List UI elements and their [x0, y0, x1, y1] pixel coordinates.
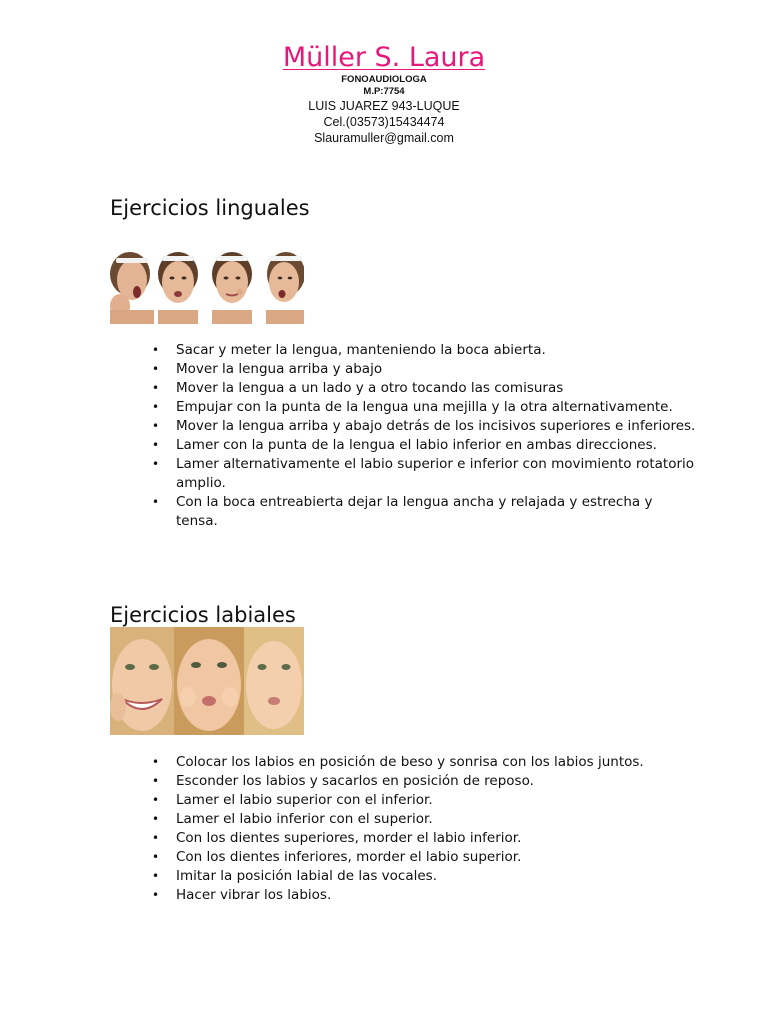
license-number: M.P:7754 — [363, 86, 405, 97]
section-title-labiales: Ejercicios labiales — [110, 603, 296, 627]
labial-exercises-list — [150, 753, 696, 905]
list-item: • Con los dientes superiores, morder el labio inferior. — [176, 829, 696, 848]
list-item: • Sacar y meter la lengua, manteniendo la boca abierta. — [176, 341, 696, 360]
lip-exercises-photo — [110, 627, 304, 735]
list-item: • Colocar los labios en posición de beso y sonrisa con los labios juntos. — [176, 753, 696, 772]
address: LUIS JUAREZ 943-LUQUE — [308, 99, 460, 113]
list-item: • Con la boca entreabierta dejar la lengua ancha y relajada y estrecha y tensa. — [176, 493, 696, 531]
list-item: • Hacer vibrar los labios. — [176, 886, 696, 905]
list-item: • Lamer el labio superior con el inferior. — [176, 791, 696, 810]
section-title-linguales: Ejercicios linguales — [110, 196, 310, 220]
author-name: Müller S. Laura — [282, 42, 486, 73]
list-item: • Imitar la posición labial de las vocales. — [176, 867, 696, 886]
lingual-exercises-list — [150, 341, 696, 531]
profession: FONOAUDIOLOGA — [341, 74, 427, 85]
list-item: • Con los dientes inferiores, morder el labio superior. — [176, 848, 696, 867]
letterhead — [0, 42, 768, 146]
list-item: • Lamer el labio inferior con el superior. — [176, 810, 696, 829]
list-item: • Mover la lengua a un lado y a otro tocando las comisuras — [176, 379, 696, 398]
list-item: • Mover la lengua arriba y abajo — [176, 360, 696, 379]
email: Slauramuller@gmail.com — [314, 131, 454, 145]
list-item: • Mover la lengua arriba y abajo detrás de los incisivos superiores e inferiores. — [176, 417, 696, 436]
list-item: • Lamer alternativamente el labio superior e inferior con movimiento rotatorio amplio. — [176, 455, 696, 493]
list-item: • Lamer con la punta de la lengua el labio inferior en ambas direcciones. — [176, 436, 696, 455]
list-item: • Empujar con la punta de la lengua una mejilla y la otra alternativamente. — [176, 398, 696, 417]
tongue-exercises-photo — [110, 248, 304, 324]
list-item: • Esconder los labios y sacarlos en posición de reposo. — [176, 772, 696, 791]
phone: Cel.(03573)15434474 — [323, 115, 445, 129]
